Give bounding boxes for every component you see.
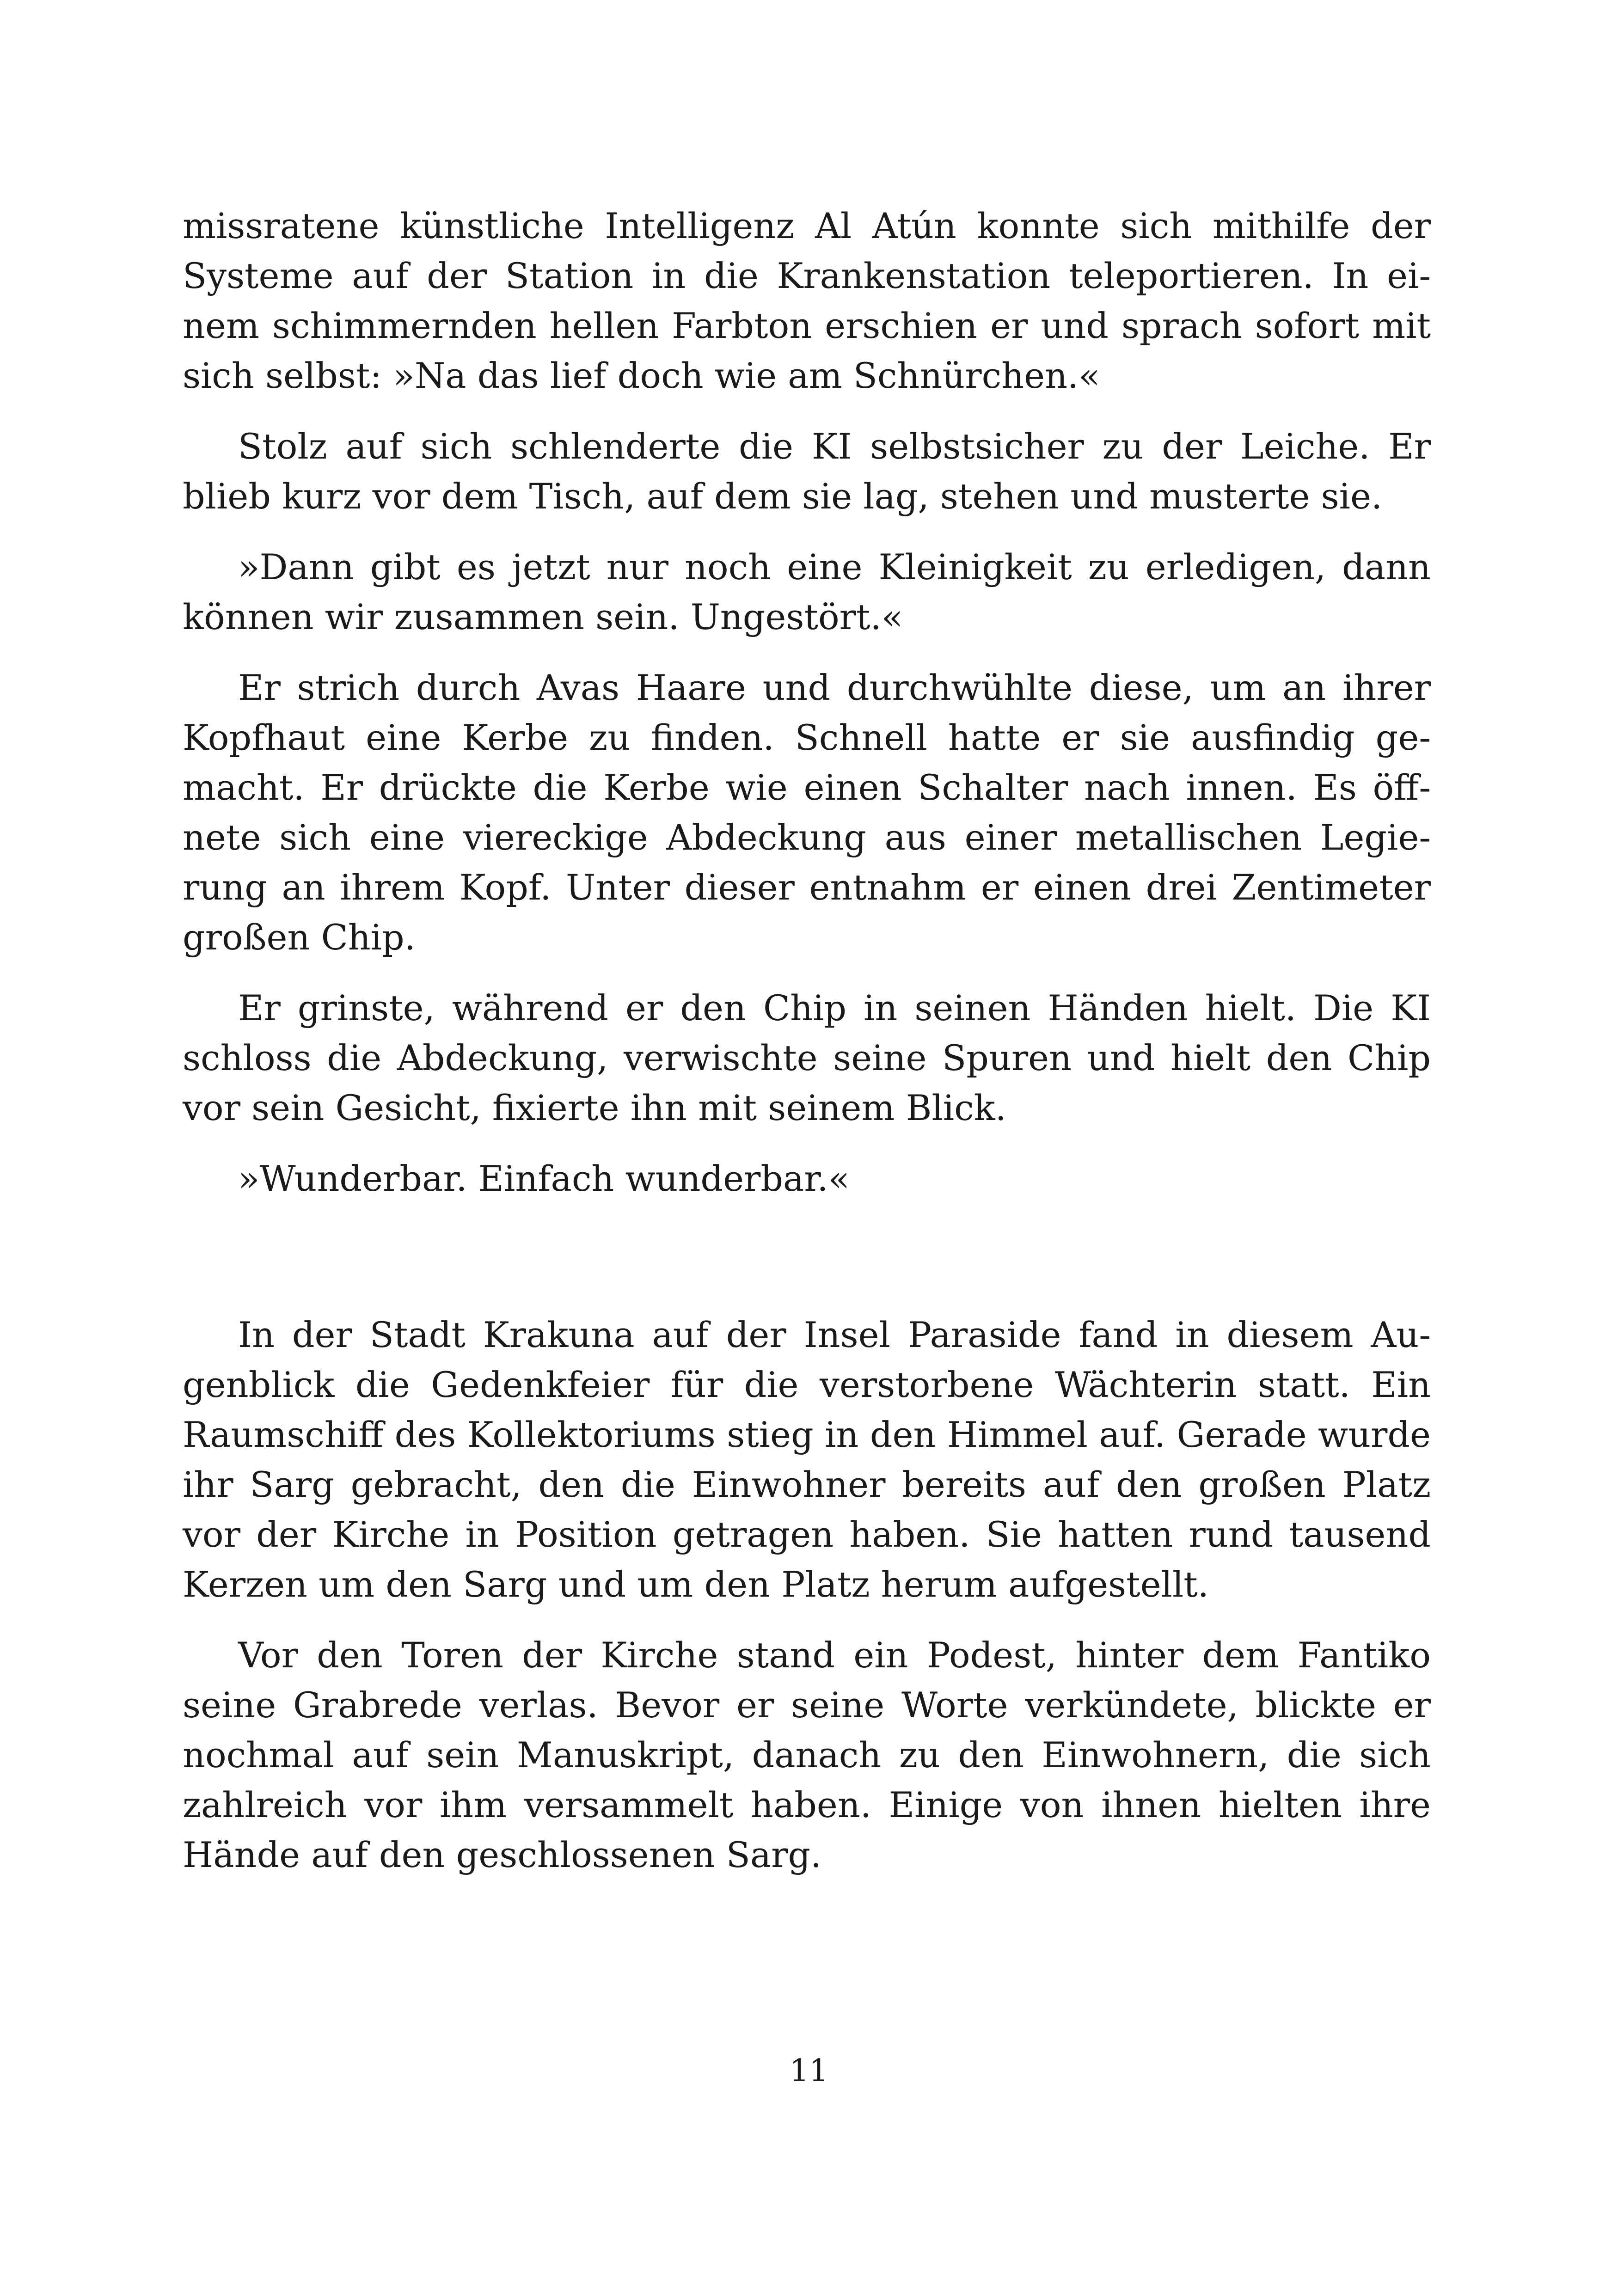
paragraph: Vor den Toren der Kirche stand ein Podest, hinter dem Fantiko seine Grabrede verlas. Bevor er seine Worte verkündete, blickte er nochmal auf sein Manuskript, danach zu den Einwohnern, die sich zahlreich vor ihm versammelt haben. Einige von ihnen hielten ihre Hände auf den geschlossenen Sarg.	[183, 1635, 1431, 1875]
paragraph: Stolz auf sich schlenderte die KI selbstsicher zu der Leiche. Er blieb kurz vor dem Tisch, auf dem sie lag, stehen und musterte sie.	[183, 426, 1431, 517]
section-krakuna	[183, 1310, 1431, 1880]
paragraph: missratene künstliche Intelligenz Al Atún konnte sich mithilfe der Systeme auf der Station in die Krankenstation teleportieren. In einem schimmernden hellen Farbton erschien er und sprach sofort mit sich selbst: »Na das lief doch wie am Schnürchen.«	[183, 205, 1431, 396]
paragraph: In der Stadt Krakuna auf der Insel Paraside fand in diesem Augenblick die Gedenkfeier für die verstorbene Wächterin statt. Ein Raumschiff des Kollektoriums stieg in den Himmel auf. Gerade wurde ihr Sarg gebracht, den die Einwohner bereits auf den großen Platz vor der Kirche in Position getragen haben. Sie hatten rund tausend Kerzen um den Sarg und um den Platz herum aufgestellt.	[183, 1314, 1431, 1605]
paragraph: »Dann gibt es jetzt nur noch eine Kleinigkeit zu erledigen, dann können wir zusammen sein. Ungestört.«	[183, 546, 1431, 637]
section-al-atun	[183, 201, 1431, 1204]
page-number: 11	[790, 2053, 828, 2088]
paragraph: Er grinste, während er den Chip in seinen Händen hielt. Die KI schloss die Abdeckung, verwischte seine Spuren und hielt den Chip vor sein Gesicht, fixierte ihn mit seinem Blick.	[183, 987, 1431, 1128]
paragraph: Er strich durch Avas Haare und durchwühlte diese, um an ihrer Kopfhaut eine Kerbe zu finden. Schnell hatte er sie ausfindig gemacht. Er drückte die Kerbe wie einen Schalter nach innen. Es öffnete sich eine viereckige Abdeckung aus einer metallischen Legierung an ihrem Kopf. Unter dieser entnahm er einen drei Zentimeter großen Chip.	[183, 667, 1431, 958]
body-text	[183, 201, 1431, 1880]
paragraph: »Wunderbar. Einfach wunderbar.«	[238, 1158, 850, 1199]
